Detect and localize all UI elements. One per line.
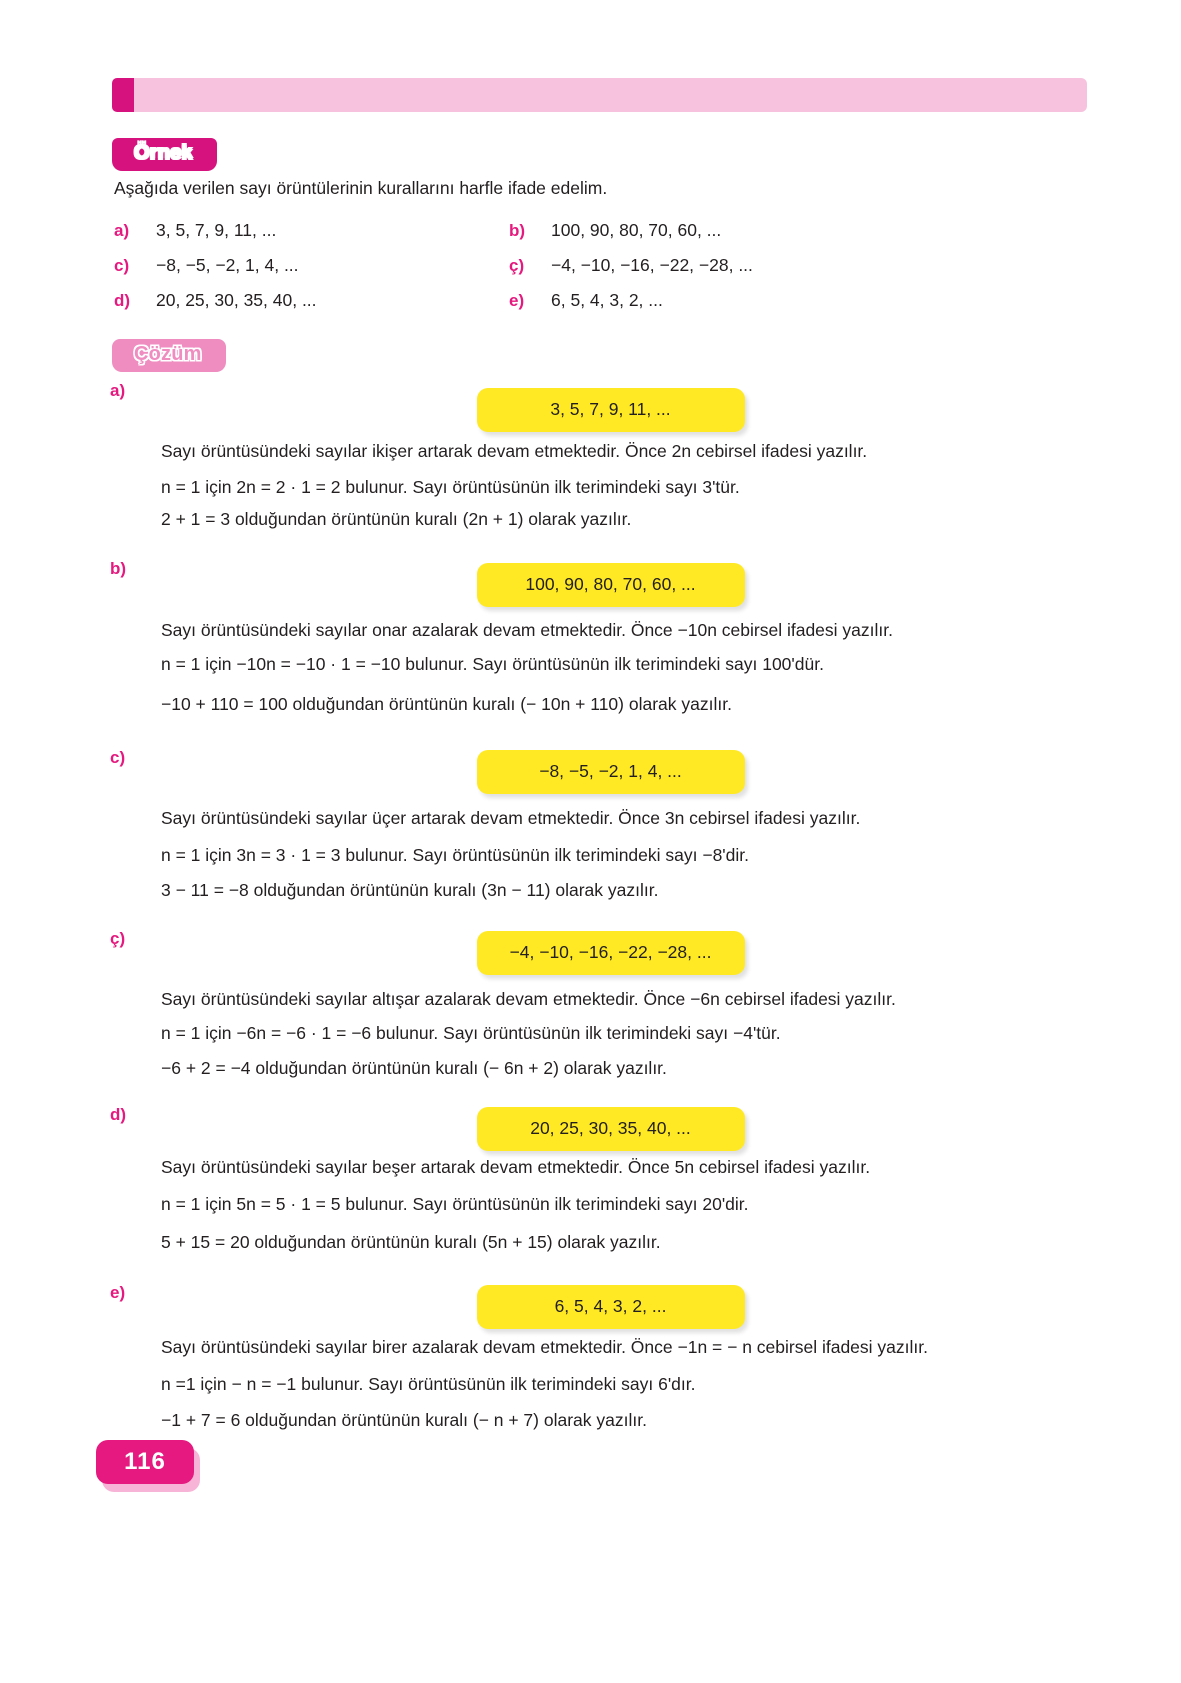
solution-chip-wrap-c xyxy=(0,750,1181,794)
question-list xyxy=(114,220,1014,325)
solution-chip-wrap-d xyxy=(0,1107,1181,1151)
solution-label-c: c) xyxy=(110,748,126,767)
solution-line-b-1: Sayı örüntüsündeki sayılar onar azalarak devam etmektedir. Önce −10n cebirsel ifadesi yazılır. xyxy=(161,620,893,640)
question-item-c-cedilla xyxy=(509,255,949,276)
page-number: 116 xyxy=(96,1440,194,1484)
solution-line-d-3: 5 + 15 = 20 olduğundan örüntünün kuralı (5n + 15) olarak yazılır. xyxy=(161,1232,661,1252)
solution-chip-wrap-e xyxy=(0,1285,1181,1329)
question-label-b: b) xyxy=(509,221,526,240)
solution-line-c-cedilla-2: n = 1 için −6n = −6 · 1 = −6 bulunur. Sayı örüntüsünün ilk terimindeki sayı −4'tür. xyxy=(161,1023,781,1043)
solution-line-a-3: 2 + 1 = 3 olduğundan örüntünün kuralı (2n + 1) olarak yazılır. xyxy=(161,509,632,529)
solution-line-d-1: Sayı örüntüsündeki sayılar beşer artarak devam etmektedir. Önce 5n cebirsel ifadesi yazılır. xyxy=(161,1157,871,1177)
solution-line-b-3: −10 + 110 = 100 olduğundan örüntünün kuralı (− 10n + 110) olarak yazılır. xyxy=(161,694,732,714)
solution-label-b: b) xyxy=(110,559,127,578)
solution-line-c-cedilla-1: Sayı örüntüsündeki sayılar altışar azalarak devam etmektedir. Önce −6n cebirsel ifadesi yazılır. xyxy=(161,989,896,1009)
solution-chip-wrap-a xyxy=(0,388,1181,432)
solution-line-d-2: n = 1 için 5n = 5 · 1 = 5 bulunur. Sayı örüntüsünün ilk terimindeki sayı 20'dir. xyxy=(161,1194,749,1214)
solution-label-d: d) xyxy=(110,1105,127,1124)
pattern-chip-e: 6, 5, 4, 3, 2, ... xyxy=(477,1285,745,1329)
question-text-b: 100, 90, 80, 70, 60, ... xyxy=(551,220,722,240)
banner-bar xyxy=(134,78,1087,112)
solution-line-e-1: Sayı örüntüsündeki sayılar birer azalarak devam etmektedir. Önce −1n = − n cebirsel ifadesi yazılır. xyxy=(161,1337,928,1357)
question-row xyxy=(114,220,1014,255)
question-text-c-cedilla: −4, −10, −16, −22, −28, ... xyxy=(551,255,753,275)
solution-label-c-cedilla: ç) xyxy=(110,929,126,948)
question-text-e: 6, 5, 4, 3, 2, ... xyxy=(551,290,663,310)
solution-label-a: a) xyxy=(110,381,126,400)
solution-line-a-1: Sayı örüntüsündeki sayılar ikişer artarak devam etmektedir. Önce 2n cebirsel ifadesi yazılır. xyxy=(161,441,868,461)
question-label-c-cedilla: ç) xyxy=(509,256,525,275)
question-label-c: c) xyxy=(114,256,130,275)
solution-chip-wrap-c-cedilla xyxy=(0,931,1181,975)
solution-line-a-2: n = 1 için 2n = 2 · 1 = 2 bulunur. Sayı örüntüsünün ilk terimindeki sayı 3'tür. xyxy=(161,477,740,497)
solution-label-e: e) xyxy=(110,1283,126,1302)
solution-line-e-2: n =1 için − n = −1 bulunur. Sayı örüntüsünün ilk terimindeki sayı 6'dır. xyxy=(161,1374,696,1394)
instruction-text: Aşağıda verilen sayı örüntülerinin kurallarını harfle ifade edelim. xyxy=(114,178,608,198)
solution-line-b-2: n = 1 için −10n = −10 · 1 = −10 bulunur. Sayı örüntüsünün ilk terimindeki sayı 100'dür. xyxy=(161,654,824,674)
pattern-chip-a: 3, 5, 7, 9, 11, ... xyxy=(477,388,745,432)
question-item-c xyxy=(114,255,509,276)
page-number-container xyxy=(96,1440,200,1492)
pattern-chip-c-cedilla: −4, −10, −16, −22, −28, ... xyxy=(477,931,745,975)
question-label-e: e) xyxy=(509,291,525,310)
question-item-d xyxy=(114,290,509,311)
question-text-d: 20, 25, 30, 35, 40, ... xyxy=(156,290,317,310)
solution-line-e-3: −1 + 7 = 6 olduğundan örüntünün kuralı (− n + 7) olarak yazılır. xyxy=(161,1410,647,1430)
solution-badge: Çözüm xyxy=(112,339,226,372)
question-row xyxy=(114,255,1014,290)
solution-line-c-1: Sayı örüntüsündeki sayılar üçer artarak devam etmektedir. Önce 3n cebirsel ifadesi yazılır. xyxy=(161,808,861,828)
pattern-chip-b: 100, 90, 80, 70, 60, ... xyxy=(477,563,745,607)
question-row xyxy=(114,290,1014,325)
pattern-chip-c: −8, −5, −2, 1, 4, ... xyxy=(477,750,745,794)
solution-line-c-2: n = 1 için 3n = 3 · 1 = 3 bulunur. Sayı örüntüsünün ilk terimindeki sayı −8'dir. xyxy=(161,845,749,865)
question-item-b xyxy=(509,220,949,241)
example-badge: Örnek xyxy=(112,138,217,171)
pattern-chip-d: 20, 25, 30, 35, 40, ... xyxy=(477,1107,745,1151)
banner-tab-accent xyxy=(112,78,134,112)
solution-line-c-cedilla-3: −6 + 2 = −4 olduğundan örüntünün kuralı (− 6n + 2) olarak yazılır. xyxy=(161,1058,667,1078)
question-item-e xyxy=(509,290,949,311)
question-label-d: d) xyxy=(114,291,131,310)
solution-line-c-3: 3 − 11 = −8 olduğundan örüntünün kuralı (3n − 11) olarak yazılır. xyxy=(161,880,659,900)
question-label-a: a) xyxy=(114,221,130,240)
question-text-c: −8, −5, −2, 1, 4, ... xyxy=(156,255,299,275)
solution-chip-wrap-b xyxy=(0,563,1181,607)
question-item-a xyxy=(114,220,509,241)
question-text-a: 3, 5, 7, 9, 11, ... xyxy=(156,220,277,240)
page-header-banner xyxy=(112,78,1087,112)
